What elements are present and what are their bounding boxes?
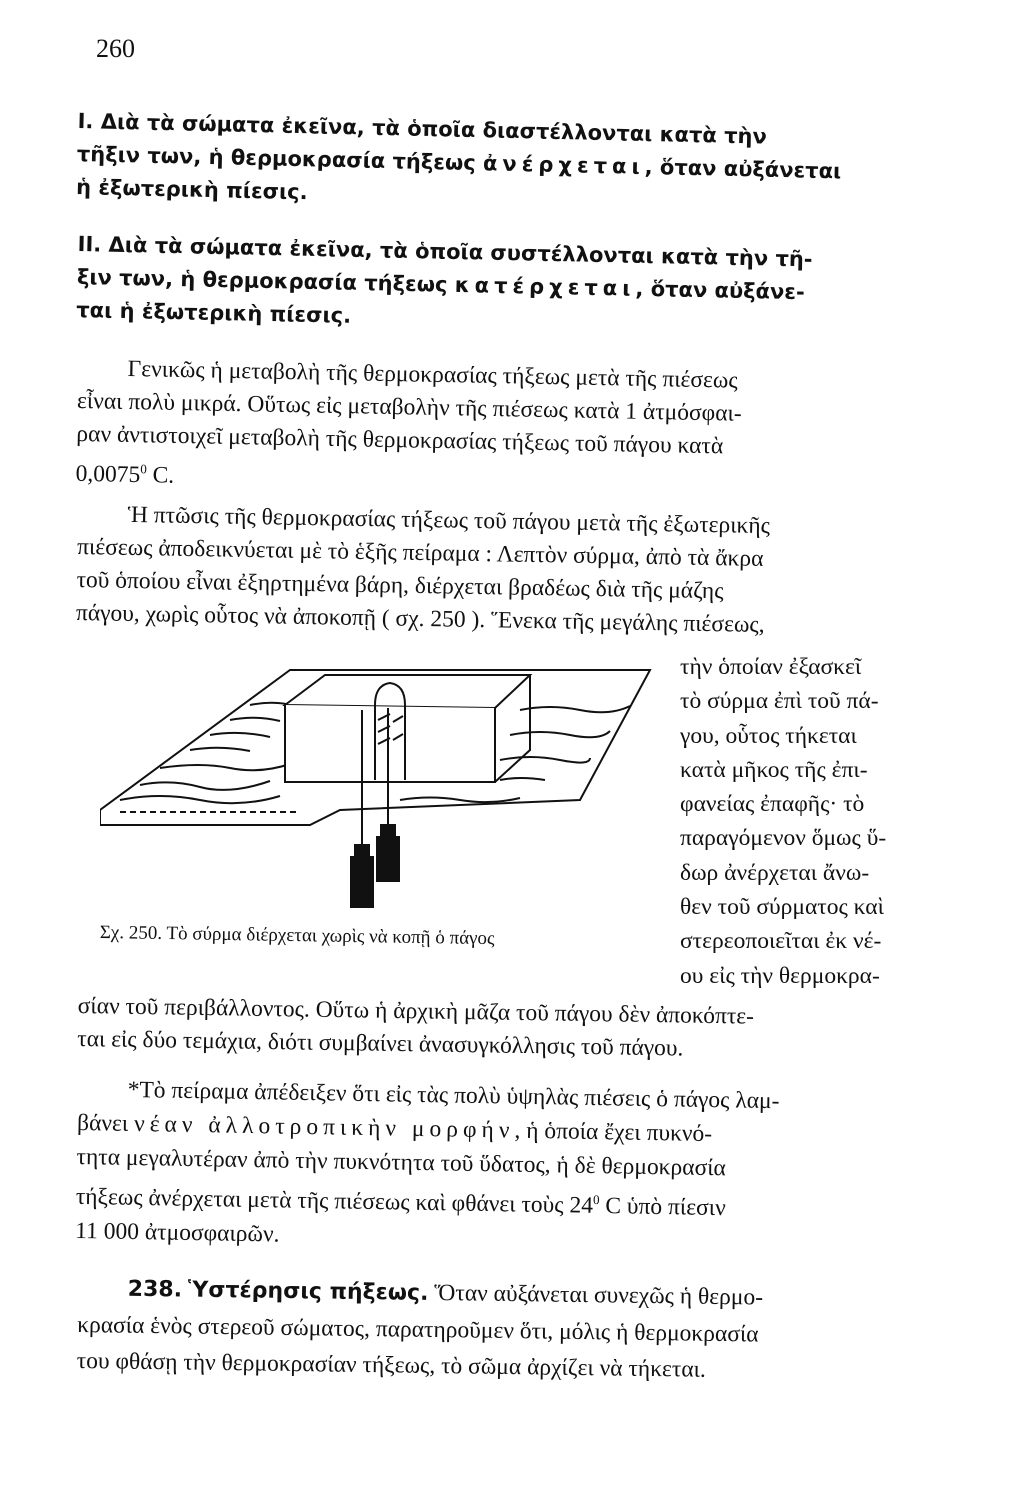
text-line: βάνει νέαν ἀλλοτροπικὴν μορφήν, ἡ ὁποία ἔχει πυκνό-: [76, 1109, 713, 1148]
section-heading-line: 238. Ὑστέρησις πήξεως. Ὅταν αὐξάνεται συνεχῶς ἡ θερμο-: [127, 1276, 764, 1311]
text-line: δωρ ἀνέρχεται ἄνω-: [680, 859, 870, 886]
new-form-emphasis: νέαν ἀλλοτροπικὴν μορφήν: [133, 1110, 515, 1144]
text-line: του φθάσῃ τὴν θερμοκρασίαν τήξεως, τὸ σῶμα ἀρχίζει νὰ τήκεται.: [76, 1347, 707, 1383]
rule-two: [76, 228, 958, 345]
text-line: Ἡ πτῶσις τῆς θερμοκρασίας τήξεως τοῦ πάγου μετὰ τῆς ἐξωτερικῆς: [127, 501, 771, 540]
falls-emphasis: κατέρχεται: [454, 272, 636, 301]
footnote-paragraph: [75, 1072, 948, 1263]
rule-two-line-3: ται ἡ ἐξωτερικὴ πίεσις.: [76, 297, 352, 328]
text-line: πάγου, χωρὶς οὗτος νὰ ἀποκοπῇ ( σχ. 250 ). Ἕνεκα τῆς μεγάλης πιέσεως,: [75, 599, 765, 639]
rises-emphasis: ἀνέρχεται: [482, 151, 645, 179]
text-line: τὴν ὁποίαν ἐξασκεῖ: [680, 654, 862, 680]
paragraph-general: [75, 352, 948, 508]
text-line: *Τὸ πείραμα ἀπέδειξεν ὅτι εἰς τὰς πολὺ ὑψηλὰς πιέσεις ὁ πάγος λαμ-: [127, 1076, 780, 1115]
paragraph-continued: [77, 990, 948, 1070]
text-line: εἶναι πολὺ μικρά. Οὕτως εἰς μεταβολὴν τῆς πιέσεως κατὰ 1 ἀτμόσφαι-: [76, 387, 742, 427]
rule-one-line-2: τῆξιν των, ἡ θερμοκρασία τήξεως ἀνέρχεται, ὅταν αὐξάνεται: [76, 141, 842, 184]
text-line: 11 000 ἀτμοσφαιρῶν.: [75, 1217, 280, 1248]
rule-two-line-2: ξιν των, ἡ θερμοκρασία τήξεως κατέρχεται, ὅταν αὐξάνε-: [76, 264, 805, 305]
text-line: θεν τοῦ σύρματος καὶ: [680, 894, 884, 921]
text-line: φανείας ἐπαφῆς· τὸ: [680, 791, 865, 818]
figure-ice-wire-illustration: [100, 650, 660, 920]
text-line: ου εἰς τὴν θερμοκρα-: [680, 962, 880, 989]
text-line: σίαν τοῦ περιβάλλοντος. Οὕτω ἡ ἀρχικὴ μᾶζα τοῦ πάγου δὲν ἀποκόπτε-: [77, 992, 755, 1030]
text-line: στερεοποιεῖται ἐκ νέ-: [680, 928, 882, 955]
text-line: ται εἰς δύο τεμάχια, διότι συμβαίνει ἀνασυγκόλλησις τοῦ πάγου.: [77, 1025, 684, 1062]
text-line: ραν ἀντιστοιχεῖ μεταβολὴ τῆς θερμοκρασίας τήξεως τοῦ πάγου κατὰ: [76, 420, 724, 460]
rule-one-line-1: I. Διὰ τὰ σώματα ἐκεῖνα, τὰ ὁποῖα διαστέλλονται κατὰ τὴν: [77, 108, 768, 149]
rule-one: [76, 105, 958, 224]
text-line: Γενικῶς ἡ μεταβολὴ τῆς θερμοκρασίας τήξεως μετὰ τῆς πιέσεως: [127, 355, 738, 394]
section-238: [76, 1270, 947, 1391]
page-number: 260: [96, 34, 135, 63]
section-number: 238.: [127, 1276, 183, 1303]
side-column-text: [680, 650, 945, 993]
paragraph-experiment: [76, 498, 948, 645]
text-line: κρασία ἑνὸς στερεοῦ σώματος, παρατηροῦμεν ὅτι, μόλις ἡ θερμοκρασία: [77, 1311, 759, 1348]
text-line: τὸ σύρμα ἐπὶ τοῦ πά-: [680, 688, 879, 715]
figure-caption: Σχ. 250. Τὸ σύρμα διέρχεται χωρὶς νὰ κοπῇ ὁ πάγος: [99, 922, 495, 950]
text-line: τητα μεγαλυτέραν ἀπὸ τὴν πυκνότητα τοῦ ὕδατος, ἡ δὲ θερμοκρασία: [76, 1143, 727, 1182]
text-line: τοῦ ὁποίου εἶναι ἐξηρτημένα βάρη, διέρχεται βραδέως διὰ τῆς μάζης: [76, 566, 724, 605]
text-line: γου, οὗτος τήκεται: [680, 722, 857, 749]
text-line: τήξεως ἀνέρχεται μετὰ τῆς πιέσεως καὶ φθάνει τοὺς $24^0$ C ὑπὸ πίεσιν: [75, 1183, 726, 1222]
text-line: 0,0075$^0$ C.: [75, 460, 175, 489]
rule-two-line-1: II. Διὰ τὰ σώματα ἐκεῖνα, τὰ ὁποῖα συστέλλονται κατὰ τὴν τῆ-: [77, 231, 813, 272]
section-title: Ὑστέρησις πήξεως.: [187, 1277, 429, 1306]
text-line: παραγόμενον ὅμως ὕ-: [680, 825, 887, 852]
text-line: πιέσεως ἀποδεικνύεται μὲ τὸ ἑξῆς πείραμα : Λεπτὸν σύρμα, ἀπὸ τὰ ἄκρα: [76, 533, 764, 572]
rule-one-line-3: ἡ ἐξωτερικὴ πίεσις.: [75, 174, 308, 205]
text-line: κατὰ μῆκος τῆς ἐπι-: [680, 756, 868, 783]
